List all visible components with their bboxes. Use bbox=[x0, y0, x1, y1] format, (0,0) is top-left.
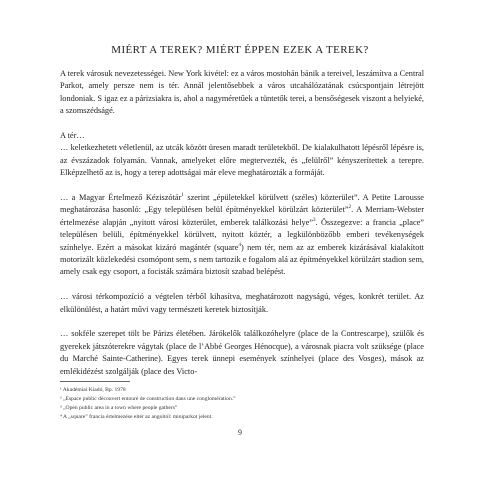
chapter-heading: MIÉRT A TEREK? MIÉRT ÉPPEN EZEK A TEREK? bbox=[111, 44, 369, 56]
paragraph-ter-body: … keletkezhetett véletlenül, az utcák között üresen maradt területekből. De kialakulhatott lépésről lépésre is, az évszázadok folyamán. Vannak, amelyeket előre megtervezték, és „felülről” kényszerítettek a terepre. Elképzelhető az is, hogy a terep adottságai már eleve meghatározták a formáját. bbox=[60, 143, 424, 178]
footnote-1: ¹ Akadémiai Kiadó, Bp. 1978 bbox=[60, 387, 126, 393]
paragraph-roles: … sokféle szerepet tölt be Párizs életében. Járókelők találkozóhelyre (place de la Contrescarpe), szülők és gyerekek játszóterekre vágytak (place de l’Abbé Georges Hénocque), a városnak piacra volt szüksége (place du Marché Sainte-Catherine). Egyes terek ünnepi események színhelyei (place des Vosges), mások az emlékidézést szolgálják (place des Victo- bbox=[60, 329, 424, 376]
page-number: 9 bbox=[238, 428, 242, 437]
footnote-mark-1: 1 bbox=[181, 193, 184, 199]
footnote-mark-3: 3 bbox=[313, 218, 316, 224]
footnote-mark-4: 4 bbox=[238, 242, 241, 248]
paragraph-ter bbox=[60, 130, 424, 180]
footnote-2: ² „Espace public découvert entouré de construction dans une conglomération.” bbox=[60, 396, 236, 402]
definitions-part-2: szerint „épületekkel körülvett (széles) közterület”. A Petite Larousse meghatározása hasonló: „Egy településen belül építményekkel körülzárt közterület” bbox=[60, 193, 424, 215]
definitions-part-5: ) nem tér, nem az az emberek kizárásával kialakított motorizált közlekedési csomópont sem, s nem tartozik e fogalom alá az építményekkel körülzárt stadion sem, amely csak egy csoport, a focisták számára biztosít szabad belépést. bbox=[60, 242, 424, 277]
paragraph-ter-lead: A tér… bbox=[60, 131, 85, 141]
body-text bbox=[60, 68, 424, 378]
definitions-part-3: . A Merriam-Webster értelmezése alapján „nyitott városi közterület, emberek találkozási helye” bbox=[60, 205, 424, 227]
paragraph-definitions bbox=[60, 192, 424, 279]
definitions-part-4: . Összegezve: a francia „place” településen belüli, építményekkel körülvett, nyitott köztér, a legkülönbözőbb emberi tevékenységek színhelye. Ezért a másokat kizáró magántér (square bbox=[60, 217, 424, 252]
paragraph-composition: … városi térkompozíció a végtelen térből kihasítva, meghatározott nagyságú, véges, konkrét terület. Az elkülönülést, a határt művi vagy természeti keretek biztosítják. bbox=[60, 292, 424, 314]
paragraph-intro: A terek városuk nevezetességei. New York kivétel: ez a város mostohán bánik a tereivel, leszámítva a Central Parkot, amely persze nem is tér. Annál jelentősebbek a város utcahálózatának csúcspontjain létrejött londoniak. S igaz ez a párizsiakra is, ahol a nagyméretűek a tüntetők terei, a bensőségesek viszont a helyieké, a szomszédságé. bbox=[60, 69, 424, 116]
footnotes bbox=[60, 386, 424, 422]
footnote-mark-2: 2 bbox=[348, 205, 352, 211]
footnote-divider bbox=[60, 381, 130, 382]
footnote-3: ³ „Open public area in a town where people gathers” bbox=[60, 405, 178, 411]
definitions-part-1: … a Magyar Értelmező Kéziszótár bbox=[60, 193, 182, 203]
footnote-4: ⁴ A „square” francia értelmezése eltér az angoltól: miniparkot jelent. bbox=[60, 414, 213, 420]
